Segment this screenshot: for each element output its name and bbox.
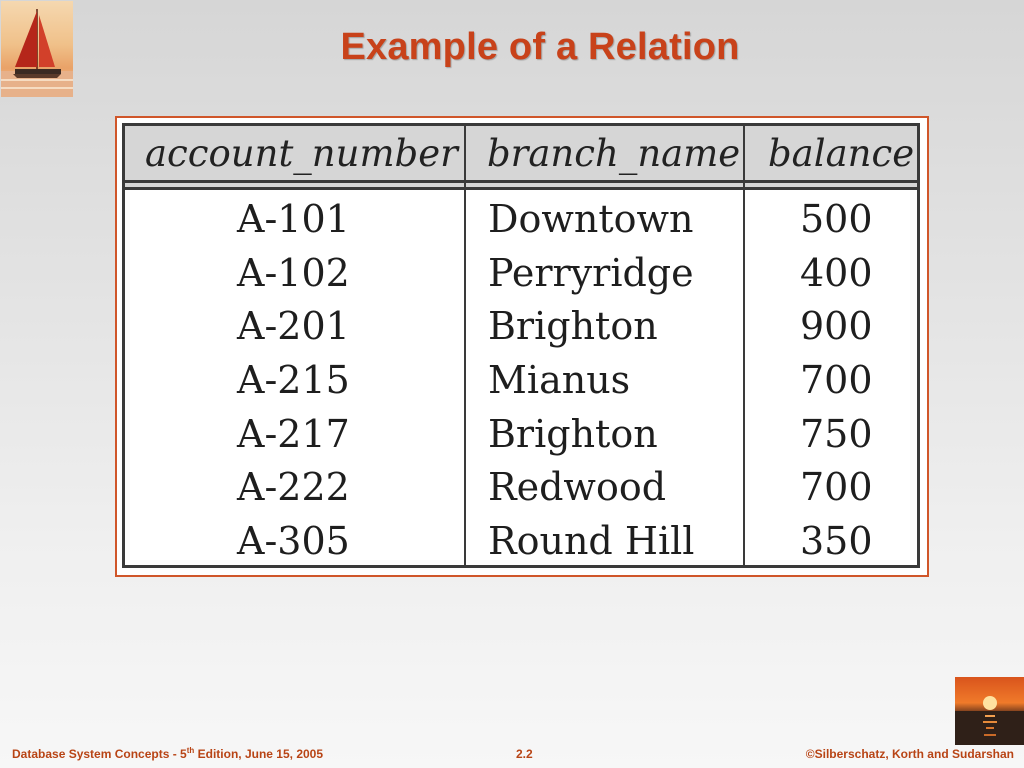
table-row <box>125 515 917 569</box>
table-row <box>125 354 917 408</box>
branch-name-cell: Downtown <box>488 197 694 241</box>
footer-course-sup: th <box>186 746 195 755</box>
balance-cell: 500 <box>800 197 873 241</box>
footer-course-info <box>12 744 323 764</box>
table-body <box>125 193 917 569</box>
branch-name-cell: Brighton <box>488 411 658 456</box>
balance-cell: 350 <box>800 519 873 564</box>
table-header <box>125 126 917 183</box>
balance-cell: 700 <box>800 465 873 510</box>
column-header-balance: balance <box>768 132 915 175</box>
header-separator <box>125 183 917 190</box>
footer-course-suffix: Edition, June 15, 2005 <box>194 747 324 761</box>
account-number-cell: A-222 <box>237 465 350 510</box>
table-row <box>125 408 917 462</box>
branch-name-cell: Brighton <box>488 304 658 349</box>
account-number-cell: A-305 <box>237 519 350 564</box>
balance-cell: 750 <box>800 411 873 456</box>
branch-name-cell: Perryridge <box>488 250 694 295</box>
branch-name-cell: Mianus <box>488 358 631 403</box>
footer-copyright: ©Silberschatz, Korth and Sudarshan <box>805 747 1014 761</box>
balance-cell: 400 <box>800 250 873 295</box>
account-number-cell: A-102 <box>237 250 350 295</box>
account-number-cell: A-217 <box>237 411 350 456</box>
relation-table-frame <box>122 123 920 568</box>
slide-title: Example of a Relation <box>340 26 740 68</box>
sunset-logo <box>955 677 1024 745</box>
table-row <box>125 193 917 247</box>
slide-number: 2.2 <box>516 747 533 761</box>
table-row <box>125 247 917 301</box>
branch-name-cell: Round Hill <box>488 519 695 564</box>
table-row <box>125 300 917 354</box>
account-number-cell: A-201 <box>237 304 350 349</box>
account-number-cell: A-215 <box>237 358 350 403</box>
relation-table <box>115 116 929 577</box>
balance-cell: 700 <box>800 358 873 403</box>
branch-name-cell: Redwood <box>488 465 667 510</box>
table-row <box>125 461 917 515</box>
balance-cell: 900 <box>800 304 873 349</box>
column-header-account-number: account_number <box>145 132 458 175</box>
account-number-cell: A-101 <box>237 197 350 241</box>
footer-course-prefix: Database System Concepts - 5 <box>12 747 187 761</box>
column-header-branch-name: branch_name <box>487 132 741 175</box>
